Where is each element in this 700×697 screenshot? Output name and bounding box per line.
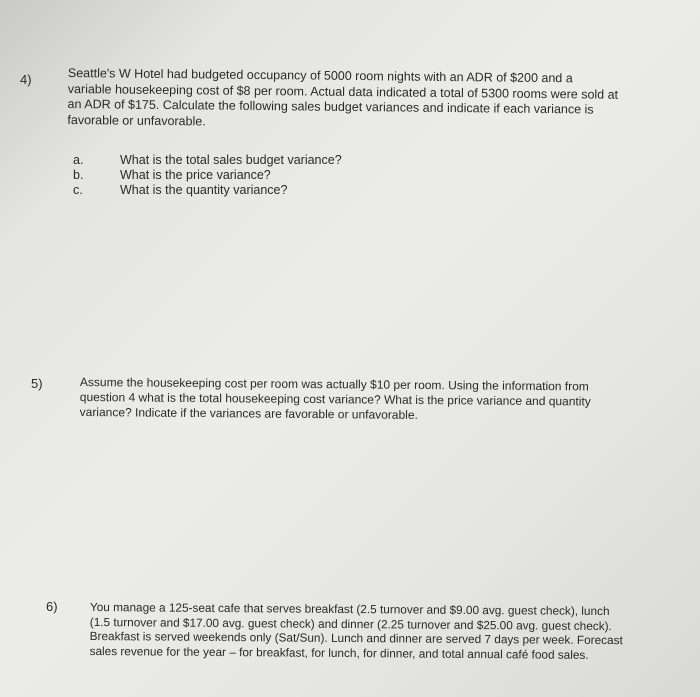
subitem-text: What is the price variance? xyxy=(120,168,271,182)
text-line: variable housekeeping cost of $8 per room. Actual data indicated a total of 5300 rooms were sold at xyxy=(67,81,619,102)
text-line: question 4 what is the total housekeeping cost variance? What is the price variance and quantity xyxy=(79,389,591,409)
question-number: 5) xyxy=(31,376,43,391)
subitem-a xyxy=(73,153,342,168)
text-line: Breakfast is served weekends only (Sat/Sun). Lunch and dinner are served 7 days per week. Forecast xyxy=(89,628,623,648)
subitem-letter: c. xyxy=(73,183,83,197)
subitem-text: What is the quantity variance? xyxy=(120,183,288,197)
subitem-b xyxy=(73,168,342,183)
text-line: (1.5 turnover and $17.00 avg. guest check) and dinner (2.25 turnover and $25.00 avg. guest check). xyxy=(89,614,612,633)
text-line: variance? Indicate if the variances are favorable or unfavorable. xyxy=(79,404,418,422)
text-line: Assume the housekeeping cost per room was actually $10 per room. Using the information from xyxy=(79,375,589,394)
question-text xyxy=(67,66,618,134)
subitem-letter: b. xyxy=(73,168,84,182)
text-line: sales revenue for the year – for breakfast, for lunch, for dinner, and total annual café food sales. xyxy=(89,643,589,662)
question-number: 6) xyxy=(46,599,58,614)
subitem-letter: a. xyxy=(73,153,84,167)
subitem-text: What is the total sales budget variance? xyxy=(120,153,342,167)
subitem-c xyxy=(73,183,342,198)
text-line: Seattle's W Hotel had budgeted occupancy of 5000 room nights with an ADR of $200 and a xyxy=(67,66,573,86)
text-line: You manage a 125-seat cafe that serves breakfast (2.5 turnover and $9.00 avg. guest check), lunch xyxy=(89,600,610,619)
text-line: an ADR of $175. Calculate the following sales budget variances and indicate if each variance is xyxy=(67,96,594,117)
question-text xyxy=(80,375,591,424)
subitem-list xyxy=(73,153,342,198)
question-text xyxy=(90,600,624,662)
question-number: 4) xyxy=(20,72,32,87)
text-line: favorable or unfavorable. xyxy=(67,112,206,128)
